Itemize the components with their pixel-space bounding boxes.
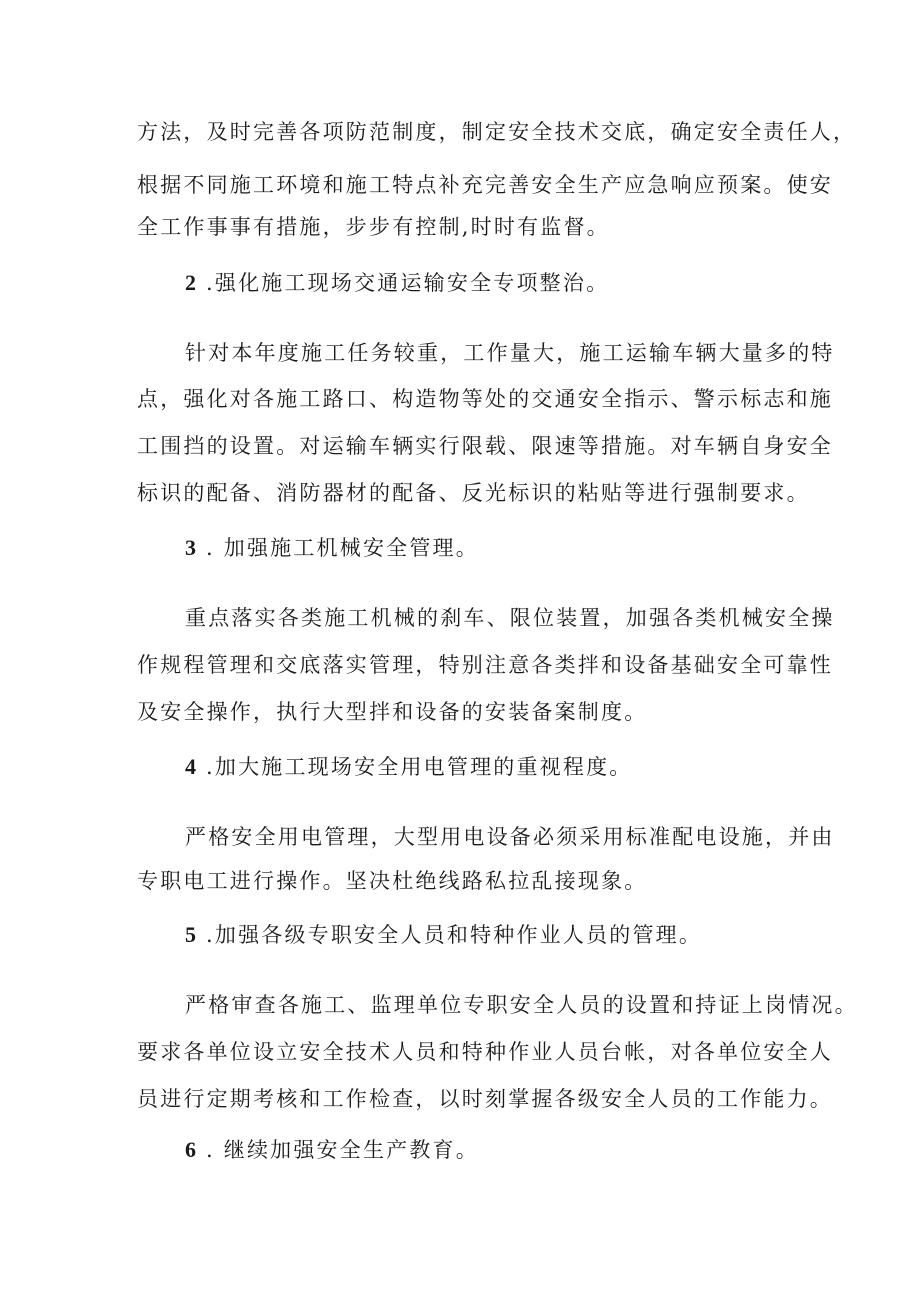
section-number: 6 [185, 1137, 196, 1162]
section-title: .加大施工现场安全用电管理的重视程度。 [206, 755, 633, 779]
text-line: 针对本年度施工任务较重，工作量大，施工运输车辆大量多的特 [185, 341, 835, 365]
section-number: 4 [185, 754, 196, 779]
text-line: 严格安全用电管理，大型用电设备必须采用标准配电设施，并由 [185, 825, 835, 849]
section-heading-6 [185, 1135, 479, 1165]
text-line: 全工作事事有措施，步步有控制,时时有监督。 [137, 215, 610, 239]
text-line: 严格审查各施工、监理单位专职安全人员的设置和持证上岗情况。 [185, 993, 858, 1017]
text-line: 根据不同施工环境和施工特点补充完善安全生产应急响应预案。使安 [137, 173, 833, 197]
text-line: 点，强化对各施工路口、构造物等处的交通安全指示、警示标志和施 [137, 387, 833, 411]
section-number: 3 [185, 535, 196, 560]
text-line: 要求各单位设立安全技术人员和特种作业人员台帐，对各单位安全人 [137, 1040, 833, 1064]
section-title: . 加强施工机械安全管理。 [206, 536, 479, 560]
text-line: 标识的配备、消防器材的配备、反光标识的粘贴等进行强制要求。 [137, 481, 810, 505]
text-line: 及安全操作，执行大型拌和设备的安装备案制度。 [137, 700, 648, 724]
text-line: 工围挡的设置。对运输车辆实行限载、限速等措施。对车辆自身安全 [137, 434, 833, 458]
section-heading-5 [185, 920, 702, 950]
text-line: 方法，及时完善各项防范制度，制定安全技术交底，确定安全责任人， [137, 120, 857, 144]
section-title: .加强各级专职安全人员和特种作业人员的管理。 [206, 923, 703, 947]
section-heading-2 [185, 268, 609, 298]
text-line: 专职电工进行操作。坚决杜绝线路私拉乱接现象。 [137, 869, 648, 893]
section-heading-3 [185, 533, 479, 563]
section-number: 2 [185, 270, 196, 295]
text-line: 作规程管理和交底落实管理，特别注意各类拌和设备基础安全可靠性 [137, 653, 833, 677]
section-title: . 继续加强安全生产教育。 [206, 1138, 479, 1162]
section-heading-4 [185, 752, 632, 782]
text-line: 员进行定期考核和工作检查，以时刻掌握各级安全人员的工作能力。 [137, 1087, 833, 1111]
section-title: .强化施工现场交通运输安全专项整治。 [206, 271, 610, 295]
section-number: 5 [185, 922, 196, 947]
text-line: 重点落实各类施工机械的刹车、限位装置，加强各类机械安全操 [185, 606, 835, 630]
